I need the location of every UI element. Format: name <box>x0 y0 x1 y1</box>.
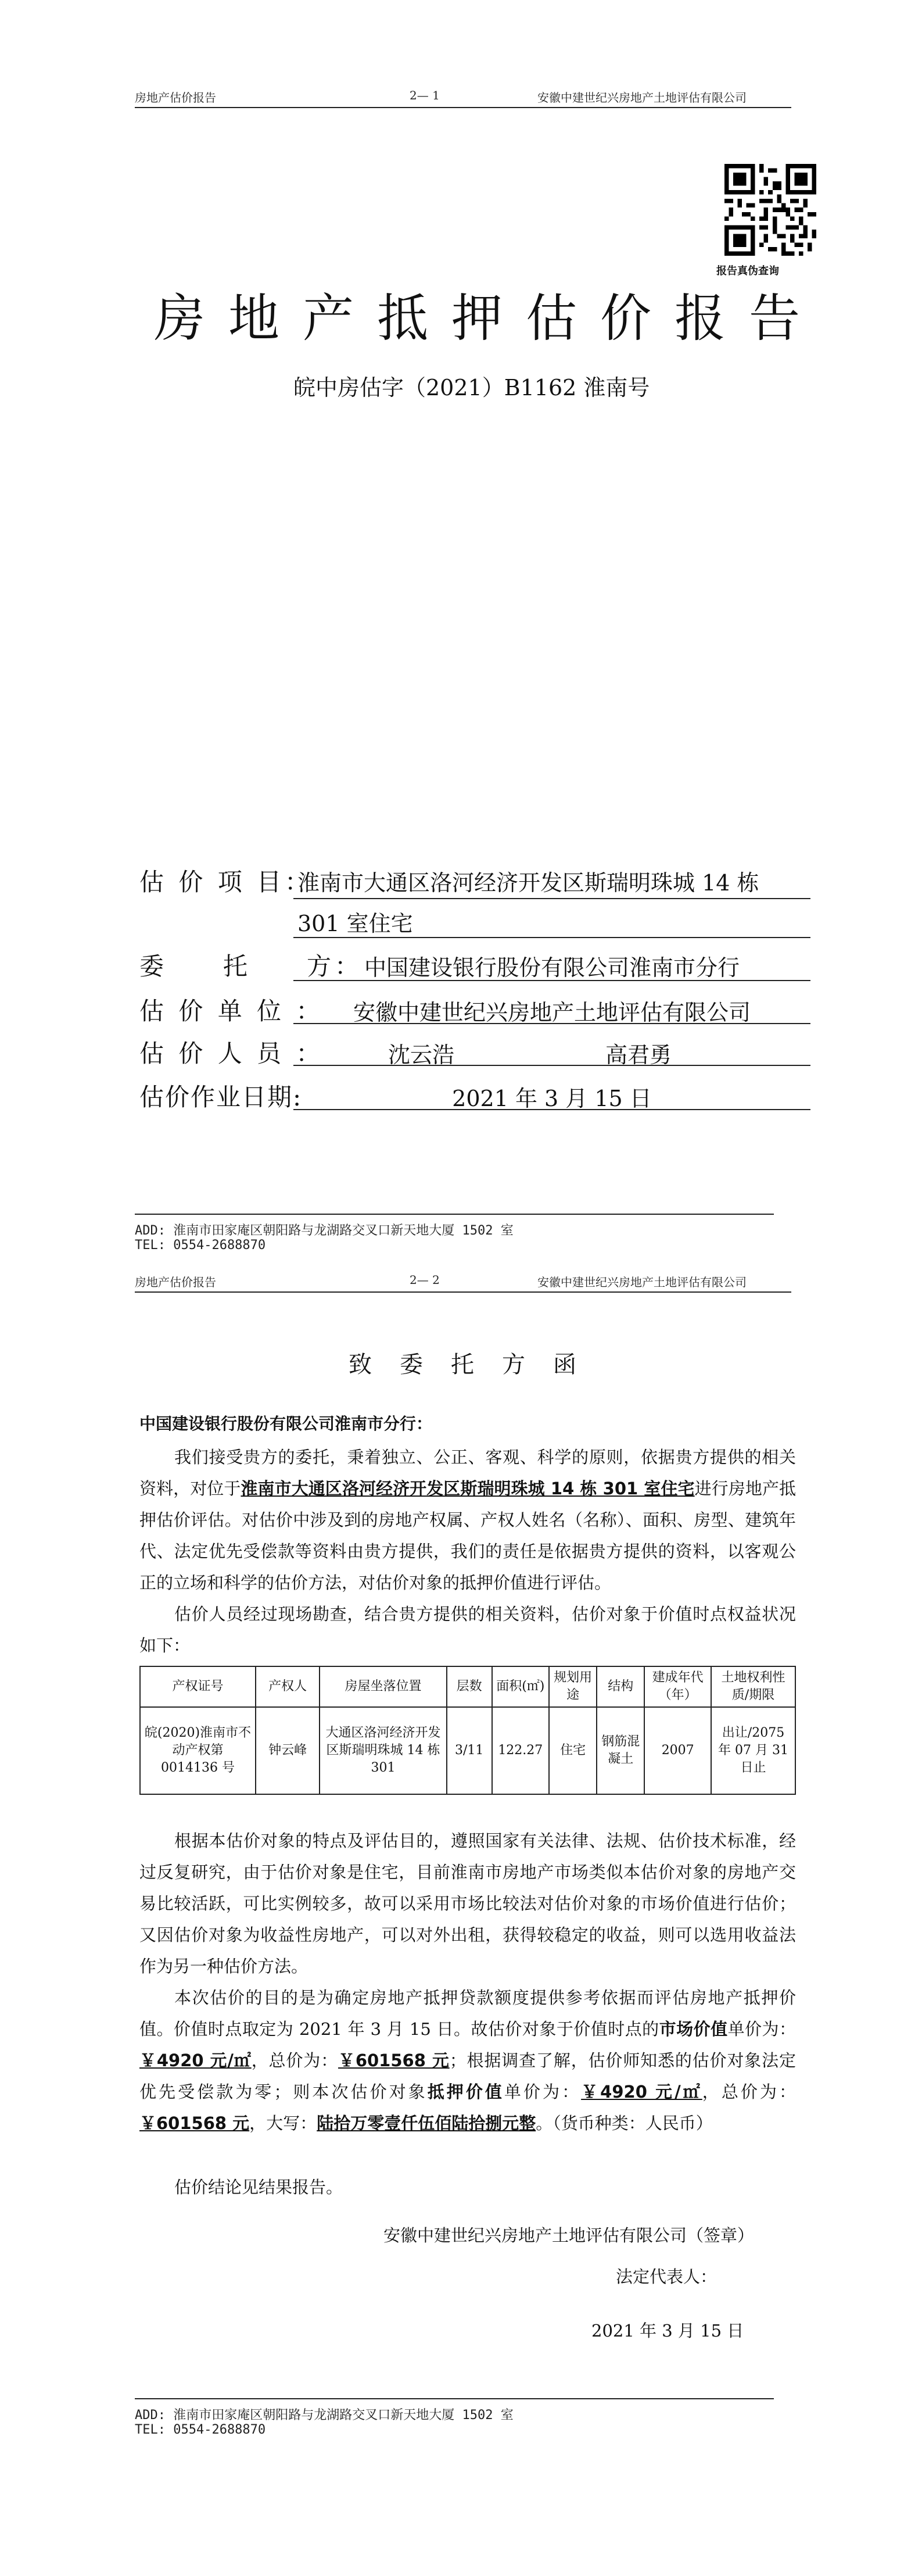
table-header-cell: 房屋坐落位置 <box>320 1666 446 1707</box>
header-right: 安徽中建世纪兴房地产土地评估有限公司 <box>537 1275 747 1289</box>
market-unit-price: ￥4920 元/㎡ <box>139 2051 252 2070</box>
paragraph-2: 估价人员经过现场勘查，结合贵方提供的相关资料，估价对象于价值时点权益状况如下： <box>139 1604 796 1655</box>
table-header-cell: 建成年代（年） <box>644 1666 711 1707</box>
table-cell-year: 2007 <box>644 1707 711 1794</box>
footer-address: ADD: 淮南市田家庵区朝阳路与龙湖路交叉口新天地大厦 1502 室 <box>135 2408 514 2423</box>
work-date-value: 2021 年 3 月 15 日 <box>452 1086 652 1111</box>
market-total-price: ￥601568 元 <box>338 2051 450 2070</box>
table-cell-area: 122.27 <box>492 1707 549 1794</box>
legal-representative: 法定代表人： <box>616 2267 717 2287</box>
table-header-cell: 规划用途 <box>549 1666 597 1707</box>
project-label: 估 价 项 目： <box>139 868 313 896</box>
header-left: 房地产估价报告 <box>135 91 216 105</box>
paragraph-4 <box>139 1982 796 2139</box>
table-cell-owner: 钟云峰 <box>256 1707 320 1794</box>
appraiser-name-1: 沈云浩 <box>388 1042 455 1068</box>
table-cell-location: 大通区洛河经济开发区斯瑞明珠城 14 栋 301 <box>320 1707 446 1794</box>
property-info-table <box>139 1666 796 1795</box>
table-row <box>140 1707 795 1794</box>
project-underline-1 <box>293 898 810 899</box>
appraiser-name-2: 高君勇 <box>605 1042 672 1068</box>
appraiser-label: 估 价 人 员 ： <box>139 1039 324 1068</box>
para1-property-address: 淮南市大通区洛河经济开发区斯瑞明珠城 14 栋 301 室住宅 <box>241 1479 695 1498</box>
client-label: 委 托 方： <box>139 952 363 981</box>
para1-text-c: 进行房地产抵押估价评估。对估价中涉及到的房地产权属、产权人姓名（名称）、面积、房型、建筑年代、法定优先受偿款等资料由贵方提供，我们的责任是依据贵方提供的资料，以客观公正的立场和科学的估价方法，对估价对象的抵押价值进行评估。 <box>139 1479 796 1593</box>
header-page-number: 2— 2 <box>410 1273 440 1287</box>
date-underline <box>293 1109 810 1110</box>
market-value-label: 市场价值 <box>659 2019 728 2039</box>
mortgage-value-label: 抵押价值 <box>427 2082 504 2102</box>
table-header-cell: 土地权利性质/期限 <box>711 1666 795 1707</box>
footer-address: ADD: 淮南市田家庵区朝阳路与龙湖路交叉口新天地大厦 1502 室 <box>135 1223 514 1238</box>
para4-text: ；根据调查了解，估价师知悉的估价对象法定优先受偿款为零；则本次估价对象 <box>139 2051 796 2102</box>
table-header-cell: 层数 <box>447 1666 492 1707</box>
para4-text: ，总价为： <box>251 2051 338 2070</box>
table-header-cell: 产权证号 <box>140 1666 256 1707</box>
report-title: 房地产抵押估价报告 <box>154 288 824 348</box>
appraiser-underline <box>293 1065 810 1066</box>
header-left: 房地产估价报告 <box>135 1275 216 1289</box>
qr-label: 报告真伪查询 <box>716 265 779 277</box>
work-date-label: 估价作业日期: <box>139 1083 303 1111</box>
para4-text: 。（货币种类：人民币） <box>536 2113 713 2133</box>
client-underline <box>293 980 810 981</box>
para4-text: 单价为： <box>504 2082 582 2102</box>
table-cell-use: 住宅 <box>549 1707 597 1794</box>
document-number: 皖中房估字（2021）B1162 淮南号 <box>293 375 650 400</box>
table-cell-floors: 3/11 <box>447 1707 492 1794</box>
footer-tel: TEL: 0554-2688870 <box>135 1238 266 1253</box>
table-header-row <box>140 1666 795 1707</box>
amount-in-words: 陆拾万零壹仟伍佰陆拾捌元整 <box>317 2113 536 2133</box>
paragraph-5: 估价结论见结果报告。 <box>174 2177 343 2197</box>
signature-company: 安徽中建世纪兴房地产土地评估有限公司（签章） <box>383 2226 755 2245</box>
project-value-line2: 301 室住宅 <box>297 911 413 936</box>
appraisal-unit-label: 估 价 单 位 ： <box>139 997 324 1025</box>
header-rule <box>135 1291 791 1293</box>
footer-rule <box>135 1214 774 1215</box>
signature-date: 2021 年 3 月 15 日 <box>591 2321 744 2341</box>
project-value-line1: 淮南市大通区洛河经济开发区斯瑞明珠城 14 栋 <box>297 870 759 896</box>
letter-title: 致委托方函 <box>349 1351 604 1378</box>
appraisal-unit-value: 安徽中建世纪兴房地产土地评估有限公司 <box>353 1000 751 1025</box>
unit-underline <box>293 1023 810 1024</box>
table-cell-structure: 钢筋混凝土 <box>597 1707 644 1794</box>
footer-rule <box>135 2398 774 2399</box>
mortgage-unit-price: ￥4920 元/㎡ <box>581 2082 702 2102</box>
para4-text: 本次估价的目的是为确定房地产抵押贷款额度提供参考依据而评估房地产抵押价值。价值时点取定为 2021 年 3 月 15 日。故估价对象于价值时点的 <box>139 1988 796 2039</box>
header-rule <box>135 107 791 108</box>
paragraph-1 <box>139 1441 796 1598</box>
qr-code-icon[interactable] <box>724 164 816 256</box>
mortgage-total-price: ￥601568 元 <box>139 2113 250 2133</box>
table-header-cell: 结构 <box>597 1666 644 1707</box>
header-right: 安徽中建世纪兴房地产土地评估有限公司 <box>537 91 747 105</box>
para4-text: 单价为： <box>727 2019 796 2039</box>
client-value: 中国建设银行股份有限公司淮南市分行 <box>364 955 740 981</box>
footer-tel: TEL: 0554-2688870 <box>135 2423 266 2437</box>
addressee: 中国建设银行股份有限公司淮南市分行： <box>139 1414 433 1433</box>
para4-text: ，大写： <box>249 2113 317 2133</box>
paragraph-3: 根据本估价对象的特点及评估目的，遵照国家有关法律、法规、估价技术标准，经过反复研究，由于估价对象是住宅，目前淮南市房地产市场类似本估价对象的房地产交易比较活跃，可比实例较多，故可以采用市场比较法对估价对象的市场价值进行估价；又因估价对象为收益性房地产，可以对外出租，获得较稳定的收益，则可以选用收益法作为另一种估价方法。 <box>139 1831 796 1976</box>
para4-text: ，总价为： <box>702 2082 796 2102</box>
table-cell-land-right: 出让/2075 年 07 月 31 日止 <box>711 1707 795 1794</box>
table-header-cell: 面积(㎡) <box>492 1666 549 1707</box>
header-page-number: 2— 1 <box>410 88 440 102</box>
para1-text-a: 我们接受贵方的委托，秉着独立、公正、客观、科学的原则，依据贵方提供的相关资料，对位于 <box>139 1447 796 1498</box>
project-underline-2 <box>293 937 810 938</box>
table-cell-cert-no: 皖(2020)淮南市不动产权第 0014136 号 <box>140 1707 256 1794</box>
table-header-cell: 产权人 <box>256 1666 320 1707</box>
